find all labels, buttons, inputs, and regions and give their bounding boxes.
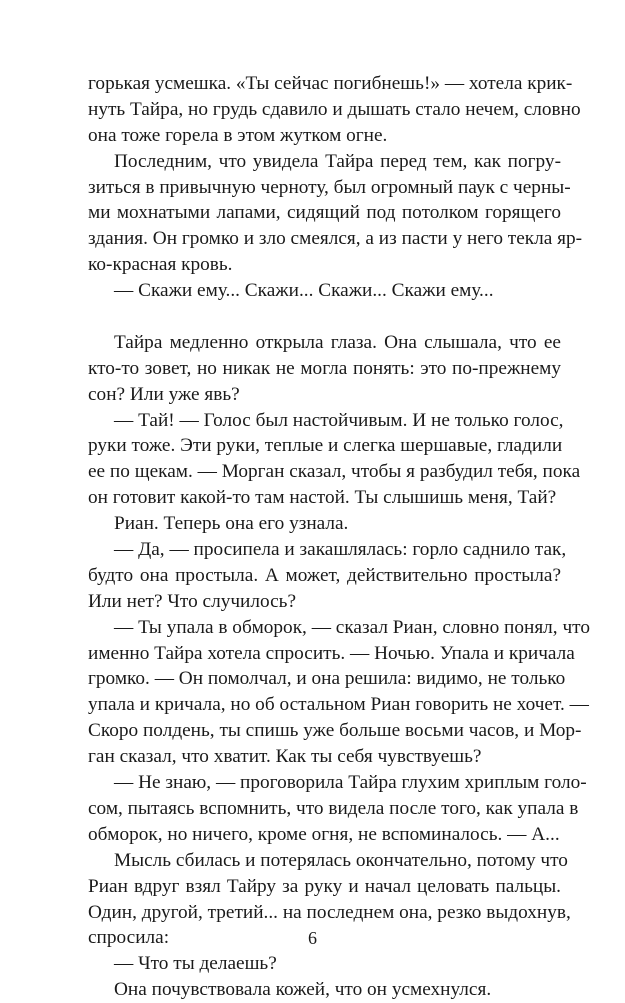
text-line: Риан вдруг взял Тайру за руку и начал целовать пальцы. [88, 875, 561, 897]
text-line: кто-то зовет, но никак не могла понять: это по-прежнему [88, 357, 561, 379]
text-line: Один, другой, третий... на последнем она, резко выдохнув, [88, 901, 571, 923]
text-line: Риан. Теперь она его узнала. [114, 513, 349, 535]
text-line: Тайра медленно открыла глаза. Она слышала, что ее [114, 331, 561, 353]
text-line: Или нет? Что случилось? [88, 590, 297, 612]
text-line: зиться в привычную черноту, был огромный паук с черны- [88, 176, 571, 198]
text-line: сон? Или уже явь? [88, 383, 240, 405]
body-text [88, 71, 590, 1003]
text-line: Скоро полдень, ты спишь уже больше восьми часов, и Мор- [88, 720, 582, 742]
text-line: руки тоже. Эти руки, теплые и слегка шершавые, гладили [88, 435, 563, 457]
text-line: ми мохнатыми лапами, сидящий под потолком горящего [88, 202, 561, 224]
text-line: будто она простыла. А может, действительно простыла? [88, 564, 561, 586]
text-line: Она почувствовала кожей, что он усмехнулся. [114, 979, 492, 1001]
text-line: здания. Он громко и зло смеялся, а из пасти у него текла яр- [88, 228, 583, 250]
text-line: — Ты упала в обморок, — сказал Риан, словно понял, что [114, 616, 590, 638]
text-line: он готовит какой-то там настой. Ты слышишь меня, Тай? [88, 487, 557, 509]
text-line: Мысль сбилась и потерялась окончательно, потому что [114, 849, 568, 871]
text-line: нуть Тайра, но грудь сдавило и дышать стало нечем, словно [88, 98, 581, 120]
text-line: именно Тайра хотела спросить. — Ночью. Упала и кричала [88, 642, 575, 664]
text-line: — Скажи ему... Скажи... Скажи... Скажи ему... [114, 280, 494, 302]
text-line: Последним, что увидела Тайра перед тем, как погру- [114, 150, 561, 172]
text-line: упала и кричала, но об остальном Риан говорить не хочет. — [88, 694, 589, 716]
text-line: спросила: [88, 927, 170, 949]
text-line: ко-красная кровь. [88, 254, 233, 276]
text-line: ган сказал, что хватит. Как ты себя чувствуешь? [88, 746, 482, 768]
text-line: громко. — Он помолчал, и она решила: видимо, не только [88, 668, 566, 690]
text-line: — Что ты делаешь? [114, 953, 277, 975]
text-line: ее по щекам. — Морган сказал, чтобы я разбудил тебя, пока [88, 461, 581, 483]
text-line: — Да, — просипела и закашлялась: горло саднило так, [114, 539, 567, 561]
text-line: она тоже горела в этом жутком огне. [88, 124, 388, 146]
text-line: обморок, но ничего, кроме огня, не вспоминалось. — А... [88, 823, 560, 845]
text-line: сом, пытаясь вспомнить, что видела после того, как упала в [88, 797, 579, 819]
paragraph-gap [88, 304, 561, 330]
text-line: — Не знаю, — проговорила Тайра глухим хриплым голо- [114, 772, 587, 794]
page-number: 6 [308, 928, 317, 948]
text-line: — Тай! — Голос был настойчивым. И не только голос, [114, 409, 564, 431]
text-line: горькая усмешка. «Ты сейчас погибнешь!» — хотела крик- [88, 73, 573, 94]
